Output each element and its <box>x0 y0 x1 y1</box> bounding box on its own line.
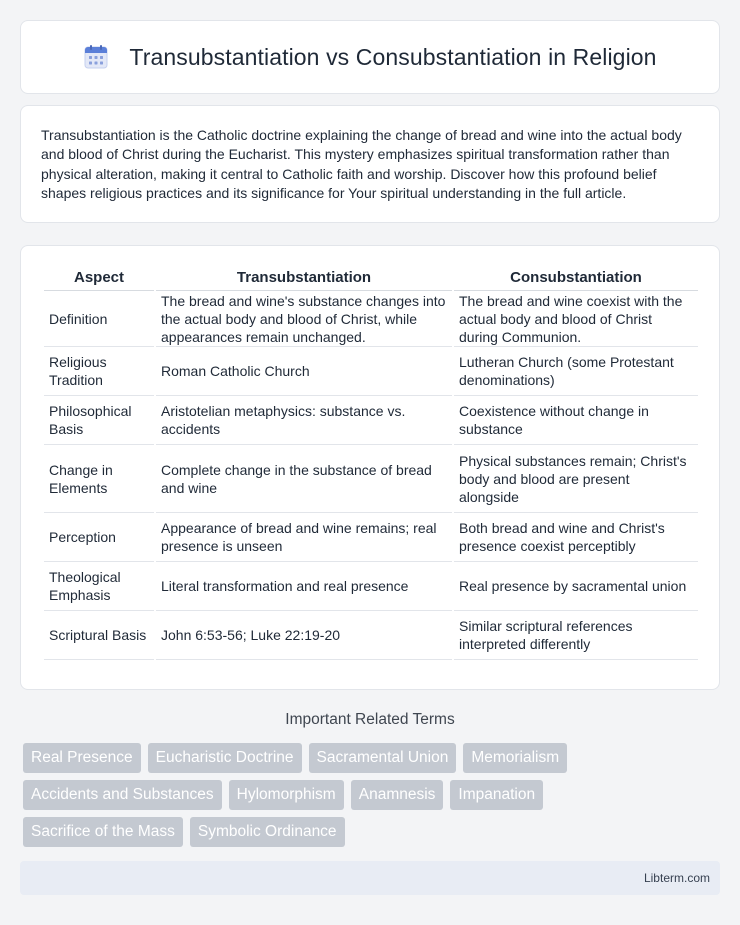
calendar-icon <box>83 44 109 70</box>
tag-impanation[interactable]: Impanation <box>450 780 543 810</box>
table-cell: Roman Catholic Church <box>156 347 452 396</box>
table-header-row <box>44 264 698 291</box>
table-row <box>44 396 698 445</box>
table-cell: Change in Elements <box>44 445 154 513</box>
footer-site-link[interactable]: Libterm.com <box>643 871 710 885</box>
column-header: Transubstantiation <box>156 264 452 291</box>
table-cell: Appearance of bread and wine remains; real presence is unseen <box>156 513 452 562</box>
intro-card <box>20 105 720 223</box>
table-cell: Real presence by sacramental union <box>454 562 698 611</box>
table-cell: Lutheran Church (some Protestant denominations) <box>454 347 698 396</box>
table-cell: The bread and wine coexist with the actual body and blood of Christ during Communion. <box>454 291 698 347</box>
column-header: Consubstantiation <box>454 264 698 291</box>
comparison-card <box>20 245 720 690</box>
table-cell: Complete change in the substance of bread and wine <box>156 445 452 513</box>
tag-anamnesis[interactable]: Anamnesis <box>351 780 444 810</box>
table-cell: Definition <box>44 291 154 347</box>
column-header: Aspect <box>44 264 154 291</box>
table-cell: Religious Tradition <box>44 347 154 396</box>
tag-row <box>23 817 723 847</box>
table-cell: Coexistence without change in substance <box>454 396 698 445</box>
title-card <box>20 20 720 94</box>
page-title: Transubstantiation vs Consubstantiation in Religion <box>129 43 657 70</box>
table-row <box>44 611 698 660</box>
tag-symbolic-ordinance[interactable]: Symbolic Ordinance <box>190 817 345 847</box>
table-row <box>44 562 698 611</box>
table-cell: Philosophical Basis <box>44 396 154 445</box>
related-terms-title: Important Related Terms <box>285 711 455 728</box>
table-cell: Scriptural Basis <box>44 611 154 660</box>
table-row <box>44 291 698 347</box>
table-row <box>44 445 698 513</box>
table-cell: Literal transformation and real presence <box>156 562 452 611</box>
intro-text: Transubstantiation is the Catholic doctrine explaining the change of bread and wine into the actual body and blood of Christ during the Eucharist. This mystery emphasizes spiritual transformation rather than physical alteration, making it central to Catholic faith and worship. Discover how this profound belief shapes religious practices and its significance for Your spiritual understanding in the full article. <box>41 127 682 201</box>
table-row <box>44 347 698 396</box>
table-cell: Aristotelian metaphysics: substance vs. accidents <box>156 396 452 445</box>
tag-sacrifice-of-the-mass[interactable]: Sacrifice of the Mass <box>23 817 183 847</box>
tag-row <box>23 780 723 810</box>
tag-accidents-and-substances[interactable]: Accidents and Substances <box>23 780 222 810</box>
tag-memorialism[interactable]: Memorialism <box>463 743 567 773</box>
comparison-table <box>42 264 700 660</box>
table-cell: Perception <box>44 513 154 562</box>
tag-real-presence[interactable]: Real Presence <box>23 743 141 773</box>
tag-sacramental-union[interactable]: Sacramental Union <box>309 743 457 773</box>
tag-hylomorphism[interactable]: Hylomorphism <box>229 780 344 810</box>
table-cell: Both bread and wine and Christ's presence coexist perceptibly <box>454 513 698 562</box>
table-cell: Physical substances remain; Christ's body and blood are present alongside <box>454 445 698 513</box>
tag-eucharistic-doctrine[interactable]: Eucharistic Doctrine <box>148 743 302 773</box>
table-row <box>44 513 698 562</box>
table-cell: The bread and wine's substance changes into the actual body and blood of Christ, while appearances remain unchanged. <box>156 291 452 347</box>
related-terms-list <box>23 743 723 854</box>
footer <box>20 861 720 895</box>
table-cell: John 6:53-56; Luke 22:19-20 <box>156 611 452 660</box>
tag-row <box>23 743 723 773</box>
table-cell: Theological Emphasis <box>44 562 154 611</box>
table-cell: Similar scriptural references interpreted differently <box>454 611 698 660</box>
